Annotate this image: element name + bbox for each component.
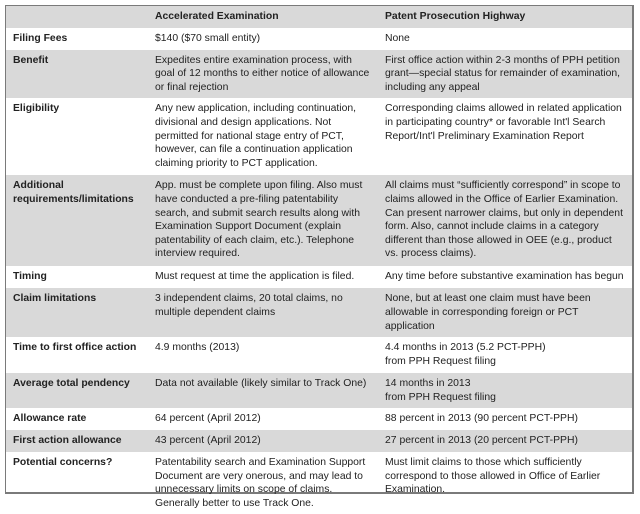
accelerated-examination-cell: Any new application, including continuation, divisional and design applications. Not permitted for national stage entry of PCT, however, can file a continuation application claiming priority to PCT application. [155,103,357,169]
row-label: Time to first office action [13,342,137,354]
table-row [6,408,632,430]
row-label: Filing Fees [13,32,68,44]
accelerated-examination-cell: Patentability search and Examination Support Document are very onerous, and may lead to unnecessary limits on scope of claims. Generally better to use Track One. [155,456,366,509]
header-accelerated-examination: Accelerated Examination [148,6,378,28]
table-row [6,288,632,337]
row-label: Claim limitations [6,288,148,337]
pph-cell: 88 percent in 2013 (90 percent PCT-PPH) [385,413,578,425]
row-label: Average total pendency [6,373,148,408]
row-label: Allowance rate [13,413,87,425]
accelerated-examination-cell: 43 percent (April 2012) [148,430,378,452]
header-empty [6,6,148,28]
pph-cell: First office action within 2-3 months of PPH petition grant—special status for remainder of examination, including any appeal [378,50,632,99]
row-label: Additional requirements/limitations [6,175,148,266]
table-row [6,50,632,99]
pph-cell: 14 months in 2013 from PPH Request filing [378,373,632,408]
accelerated-examination-cell: Data not available (likely similar to Track One) [148,373,378,408]
row-label: Timing [13,271,47,283]
accelerated-examination-cell: 3 independent claims, 20 total claims, no multiple dependent claims [148,288,378,337]
pph-cell: Corresponding claims allowed in related application in participating country* or favorable Int'l Search Report/Int'l Preliminary Examination Report [385,103,622,142]
table-row [6,266,632,288]
accelerated-examination-cell: 4.9 months (2013) [155,342,240,354]
accelerated-examination-cell: $140 ($70 small entity) [155,32,261,44]
table-row [6,337,632,373]
pph-cell: All claims must “sufficiently correspond” in scope to claims allowed in the Office of Earlier Examination. Can present narrower claims, but only in dependent form. Also, cannot include claims in a category different than those allowed in OEE (e.g., product vs. process claims). [378,175,632,266]
accelerated-examination-cell: Expedites entire examination process, with goal of 12 months to either notice of allowance or final rejection [148,50,378,99]
comparison-table-frame [5,5,634,509]
table-row [6,175,632,266]
accelerated-examination-cell: 64 percent (April 2012) [155,413,261,425]
table-row [6,28,632,50]
header-row [6,6,632,28]
pph-cell: None [385,32,410,44]
pph-cell: Must limit claims to those which sufficiently correspond to those allowed in Office of Earlier Examination. [385,456,601,496]
pph-cell: None, but at least one claim must have been allowable in corresponding foreign or PCT application [378,288,632,337]
table-row [6,98,632,175]
row-label: Potential concerns? [13,456,113,468]
accelerated-examination-cell: Must request at time the application is filed. [155,271,355,283]
pph-cell: Any time before substantive examination has begun [385,271,624,283]
table-row [6,452,632,514]
row-label: Benefit [6,50,148,99]
row-label: First action allowance [6,430,148,452]
pph-cell: 4.4 months in 2013 (5.2 PCT-PPH) from PPH Request filing [385,342,546,367]
header-patent-prosecution-highway: Patent Prosecution Highway [378,6,632,28]
accelerated-examination-cell: App. must be complete upon filing. Also must have conducted a pre-filing patentability search, and submit search results along with Examination Support Document (explain patentability of each claim, etc.). Telephone interview required. [148,175,378,266]
comparison-table [6,6,632,514]
pph-cell: 27 percent in 2013 (20 percent PCT-PPH) [378,430,632,452]
row-label: Eligibility [13,103,60,115]
table-row [6,430,632,452]
table-row [6,373,632,408]
